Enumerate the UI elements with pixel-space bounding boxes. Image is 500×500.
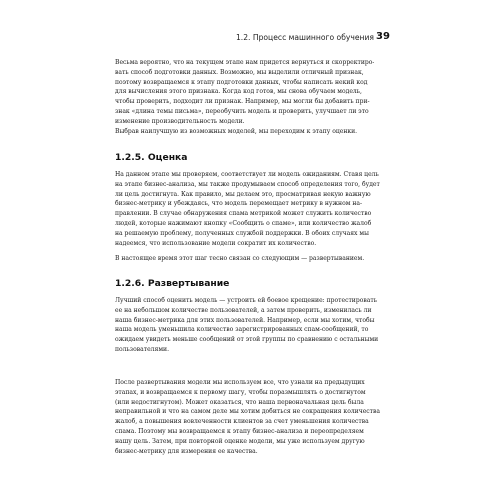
paragraph-model-iteration [115, 58, 374, 127]
text-line: надеемся, что использование модели сократит их количество. [115, 239, 317, 247]
text-line: Весьма вероятно, что на текущем этапе нам придется вернуться и скорректиро- [115, 59, 375, 66]
text-line: нашу цель. Затем, при повторной оценке модели, мы уже используем другую [115, 437, 365, 445]
running-head: 1.2. Процесс машинного обучения [235, 33, 374, 42]
text-line: этапах, и возвращаемся к первому шагу, чтобы поразмышлять о достигнутом [115, 388, 366, 396]
text-line: чтобы проверить, подходит ли признак. Например, мы могли бы добавить при- [115, 98, 370, 106]
text-line: неправильной и что на самом деле мы хотим добиться не сокращения количества [115, 408, 381, 416]
text-line: для вычисления этого признака. Когда код готов, мы снова обучаем модель, [115, 88, 362, 96]
text-line: наша модель уменьшила количество зарегистрированных спам-сообщений, то [115, 326, 369, 334]
text-line: ожидаем увидеть меньше сообщений от этой группы по сравнению с остальными [115, 336, 379, 344]
text-line: бизнес-метрику и убеждаясь, что модель перемещает метрику в нужном на- [115, 200, 363, 208]
text-line: После развертывания модели мы используем все, что узнали на предыдущих [115, 379, 365, 386]
text-line: ли цель достигнута. Как правило, мы делаем это, просматривая некую важную [115, 190, 371, 198]
section-heading-evaluation: 1.2.5. Оценка [115, 152, 188, 163]
text-line: пользователями. [115, 345, 169, 353]
text-line: вать способ подготовки данных. Возможно, мы выделили отличный признак, [115, 68, 364, 76]
text-line: спама. Поэтому мы возвращаемся к этапу бизнес-анализа и переопределяем [115, 427, 364, 435]
text-line: жалоб, а повышения вовлеченности клиентов за счет уменьшения количества [115, 418, 369, 426]
page-number: 39 [376, 31, 390, 42]
text-line: На данном этапе мы проверяем, соответствует ли модель ожиданиям. Ставя цель [115, 171, 379, 178]
text-line: В настоящее время этот шаг тесно связан со следующим — развертыванием. [115, 255, 365, 262]
text-line: (или недостигнутом). Может оказаться, что наша первоначальная цель была [115, 398, 364, 406]
section-heading-deployment: 1.2.6. Развертывание [115, 278, 230, 289]
text-line: поэтому возвращаемся к этапу подготовки данных, чтобы написать некий код [115, 78, 368, 86]
paragraph-deployment-iterate [115, 378, 380, 456]
paragraph-evaluation [115, 170, 380, 248]
paragraph-evaluation-link [115, 254, 364, 264]
text-line: людей, которые нажимают кнопку «Сообщить о спаме», или количество жалоб [115, 219, 372, 227]
text-line: правлении. В случае обнаружения спама метрикой может служить количество [115, 210, 372, 218]
paragraph-choose-best-model [115, 127, 357, 137]
text-line: знак «длина темы письма», переобучить модель и проверить, улучшает ли это [115, 107, 369, 115]
text-line: Лучший способ оценить модель — устроить ей боевое крещение: протестировать [115, 297, 377, 304]
text-line: на решаемую проблему, полученных службой поддержки. В обоих случаях мы [115, 229, 369, 237]
text-line: Выбрав наилучшую из возможных моделей, мы переходим к этапу оценки. [115, 128, 358, 135]
text-line: наша бизнес-метрика для этих пользователей. Например, если мы хотим, чтобы [115, 316, 375, 324]
text-line: бизнес-метрику для измерения ее качества. [115, 447, 258, 455]
paragraph-deployment-test [115, 296, 378, 355]
text-line: изменение производительность модели. [115, 117, 245, 125]
text-line: на этапе бизнес-анализа, мы также продумываем способ определения того, будет [115, 180, 380, 188]
text-line: ее на небольшом количестве пользователей, а затем проверить, изменилась ли [115, 306, 372, 314]
